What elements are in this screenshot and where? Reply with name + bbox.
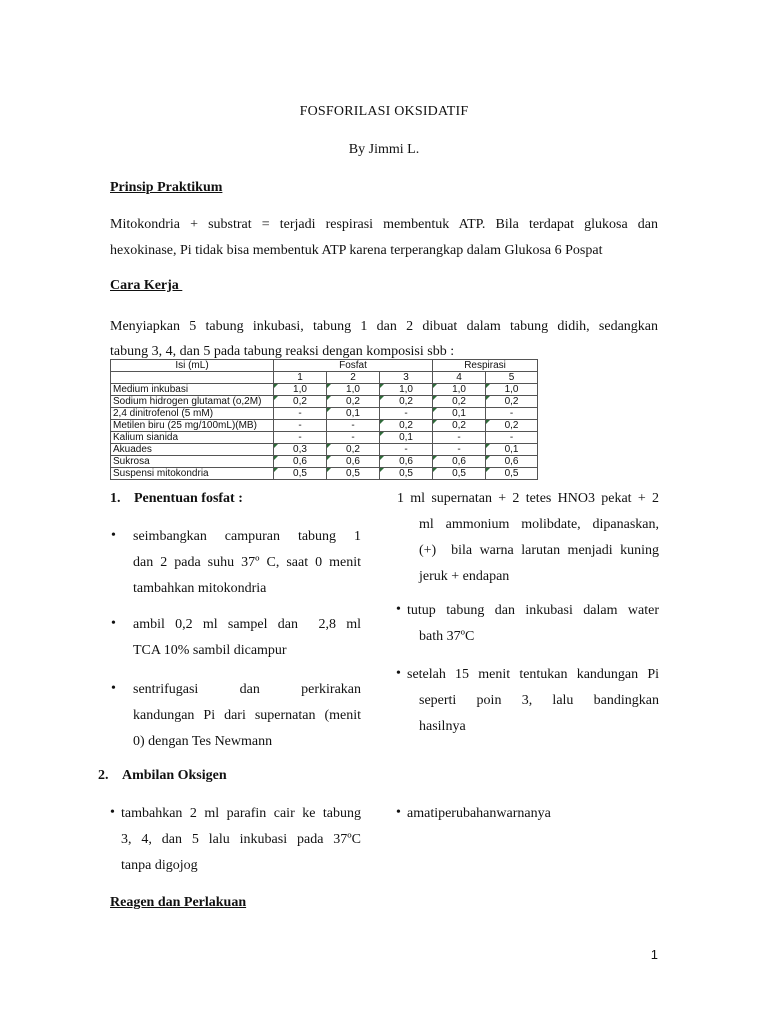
- bullet-line: amatiperubahanwarnanya: [407, 806, 551, 821]
- bullet-icon: •: [396, 602, 401, 617]
- tube-number: 2: [327, 372, 380, 384]
- continuation-line: jeruk + endapan: [419, 569, 510, 584]
- row-label: Sodium hidrogen glutamat (o,2M): [111, 396, 274, 408]
- bullet-line: kandungan Pi dari supernatan (menit: [133, 708, 361, 723]
- table-cell: 1,0: [274, 384, 327, 396]
- header-fosfat: Fosfat: [274, 360, 433, 372]
- row-label: 2,4 dinitrofenol (5 mM): [111, 408, 274, 420]
- row-label: Metilen biru (25 mg/100mL)(MB): [111, 420, 274, 432]
- table-cell: -: [486, 408, 538, 420]
- table-cell: -: [274, 432, 327, 444]
- fosfat-bullet-1: [133, 524, 361, 602]
- continuation-line: ml ammonium molibdate, dipanaskan,: [419, 517, 659, 532]
- bullet-line: bath 37ºC: [419, 629, 475, 644]
- oksigen-right-bullet: [407, 801, 659, 827]
- cara-kerja-line-2: tabung 3, 4, dan 5 pada tabung reaksi dengan komposisi sbb :: [110, 344, 455, 359]
- table-cell: 0,5: [486, 468, 538, 480]
- table-cell: -: [433, 444, 486, 456]
- bullet-line: tambahkan 2 ml parafin cair ke tabung: [121, 806, 361, 821]
- table-cell: 0,6: [380, 456, 433, 468]
- cara-kerja-heading: Cara Kerja: [110, 278, 183, 293]
- table-row: [111, 408, 538, 420]
- row-label: Medium inkubasi: [111, 384, 274, 396]
- table-cell: 0,6: [486, 456, 538, 468]
- cara-kerja-line-1: Menyiapkan 5 tabung inkubasi, tabung 1 dan 2 dibuat dalam tabung didih, sedangkan: [110, 319, 658, 334]
- section-1-heading: Penentuan fosfat :: [134, 491, 243, 506]
- document-title: FOSFORILASI OKSIDATIF: [299, 104, 469, 119]
- table-cell: 0,2: [380, 396, 433, 408]
- header-blank: [111, 372, 274, 384]
- bullet-icon: •: [111, 528, 116, 543]
- bullet-line: seperti poin 3, lalu bandingkan: [419, 693, 659, 708]
- bullet-line: sentrifugasi dan perkirakan: [133, 682, 361, 697]
- table-row: [111, 444, 538, 456]
- table-cell: 0,6: [433, 456, 486, 468]
- table-cell: 0,6: [274, 456, 327, 468]
- table-row: [111, 384, 538, 396]
- table-cell: 0,2: [486, 396, 538, 408]
- table-cell: 0,6: [327, 456, 380, 468]
- continuation-line: 1 ml supernatan + 2 tetes HNO3 pekat + 2: [397, 491, 659, 506]
- table-cell: 0,1: [380, 432, 433, 444]
- table-cell: -: [433, 432, 486, 444]
- table-cell: 1,0: [433, 384, 486, 396]
- table-cell: 0,5: [433, 468, 486, 480]
- table-tube-row: [111, 372, 538, 384]
- right-continuation: [397, 486, 659, 590]
- row-label: Akuades: [111, 444, 274, 456]
- page-number: 1: [650, 947, 658, 962]
- table-row: [111, 432, 538, 444]
- tube-number: 5: [486, 372, 538, 384]
- table-cell: 0,5: [274, 468, 327, 480]
- table-cell: 0,2: [380, 420, 433, 432]
- bullet-line: TCA 10% sambil dicampur: [133, 643, 287, 658]
- table-cell: 0,2: [327, 396, 380, 408]
- table-cell: 0,3: [274, 444, 327, 456]
- section-1-number: 1.: [110, 491, 121, 506]
- table-cell: -: [327, 432, 380, 444]
- bullet-icon: •: [396, 805, 401, 820]
- bullet-line: ambil 0,2 ml sampel dan 2,8 ml: [133, 617, 361, 632]
- right-bullet-2: [407, 662, 659, 740]
- table-cell: -: [486, 432, 538, 444]
- bullet-line: setelah 15 menit tentukan kandungan Pi: [407, 667, 659, 682]
- table-cell: -: [380, 444, 433, 456]
- composition-table: [110, 359, 538, 480]
- table-cell: 0,2: [486, 420, 538, 432]
- table-cell: -: [274, 408, 327, 420]
- bullet-icon: •: [396, 666, 401, 681]
- prinsip-line-1: Mitokondria + substrat = terjadi respirasi membentuk ATP. Bila terdapat glukosa dan: [110, 217, 658, 232]
- bullet-line: seimbangkan campuran tabung 1: [133, 529, 361, 544]
- continuation-line: (+) bila warna larutan menjadi kuning: [419, 543, 659, 558]
- bullet-line: tutup tabung dan inkubasi dalam water: [407, 603, 659, 618]
- bullet-icon: •: [110, 805, 115, 820]
- table-cell: -: [380, 408, 433, 420]
- row-label: Kalium sianida: [111, 432, 274, 444]
- fosfat-bullet-3: [133, 677, 361, 755]
- tube-number: 3: [380, 372, 433, 384]
- table-cell: 0,2: [433, 420, 486, 432]
- section-2-number: 2.: [98, 768, 109, 783]
- bullet-line: hasilnya: [419, 719, 466, 734]
- prinsip-line-2: hexokinase, Pi tidak bisa membentuk ATP karena terperangkap dalam Glukosa 6 Pospat: [110, 243, 603, 258]
- bullet-line: dan 2 pada suhu 37º C, saat 0 menit: [133, 555, 361, 570]
- right-bullet-1: [407, 598, 659, 650]
- header-isi: Isi (mL): [111, 360, 274, 372]
- author-line: By Jimmi L.: [348, 142, 420, 157]
- header-respirasi: Respirasi: [433, 360, 538, 372]
- row-label: Sukrosa: [111, 456, 274, 468]
- row-label: Suspensi mitokondria: [111, 468, 274, 480]
- table-cell: 0,2: [327, 444, 380, 456]
- table-row: [111, 396, 538, 408]
- table-cell: 1,0: [380, 384, 433, 396]
- table-header-row: [111, 360, 538, 372]
- table-cell: 0,5: [327, 468, 380, 480]
- table-cell: 1,0: [327, 384, 380, 396]
- table-row: [111, 468, 538, 480]
- oksigen-left-bullet: [121, 801, 361, 879]
- table-cell: 0,2: [274, 396, 327, 408]
- table-cell: -: [274, 420, 327, 432]
- bullet-line: tambahkan mitokondria: [133, 581, 267, 596]
- bullet-icon: •: [111, 616, 116, 631]
- bullet-line: 0) dengan Tes Newmann: [133, 734, 273, 749]
- tube-number: 4: [433, 372, 486, 384]
- fosfat-bullet-2: [133, 612, 361, 664]
- bullet-line: tanpa digojog: [121, 858, 198, 873]
- tube-number: 1: [274, 372, 327, 384]
- table-row: [111, 456, 538, 468]
- table-row: [111, 420, 538, 432]
- reagen-heading: Reagen dan Perlakuan: [110, 895, 247, 910]
- table-cell: 0,5: [380, 468, 433, 480]
- table-cell: 1,0: [486, 384, 538, 396]
- table-cell: -: [327, 420, 380, 432]
- table-cell: 0,1: [433, 408, 486, 420]
- bullet-line: 3, 4, dan 5 lalu inkubasi pada 37ºC: [121, 832, 361, 847]
- bullet-icon: •: [111, 681, 116, 696]
- table-cell: 0,2: [433, 396, 486, 408]
- section-2-heading: Ambilan Oksigen: [122, 768, 227, 783]
- table-cell: 0,1: [327, 408, 380, 420]
- prinsip-heading: Prinsip Praktikum: [110, 180, 223, 195]
- table-cell: 0,1: [486, 444, 538, 456]
